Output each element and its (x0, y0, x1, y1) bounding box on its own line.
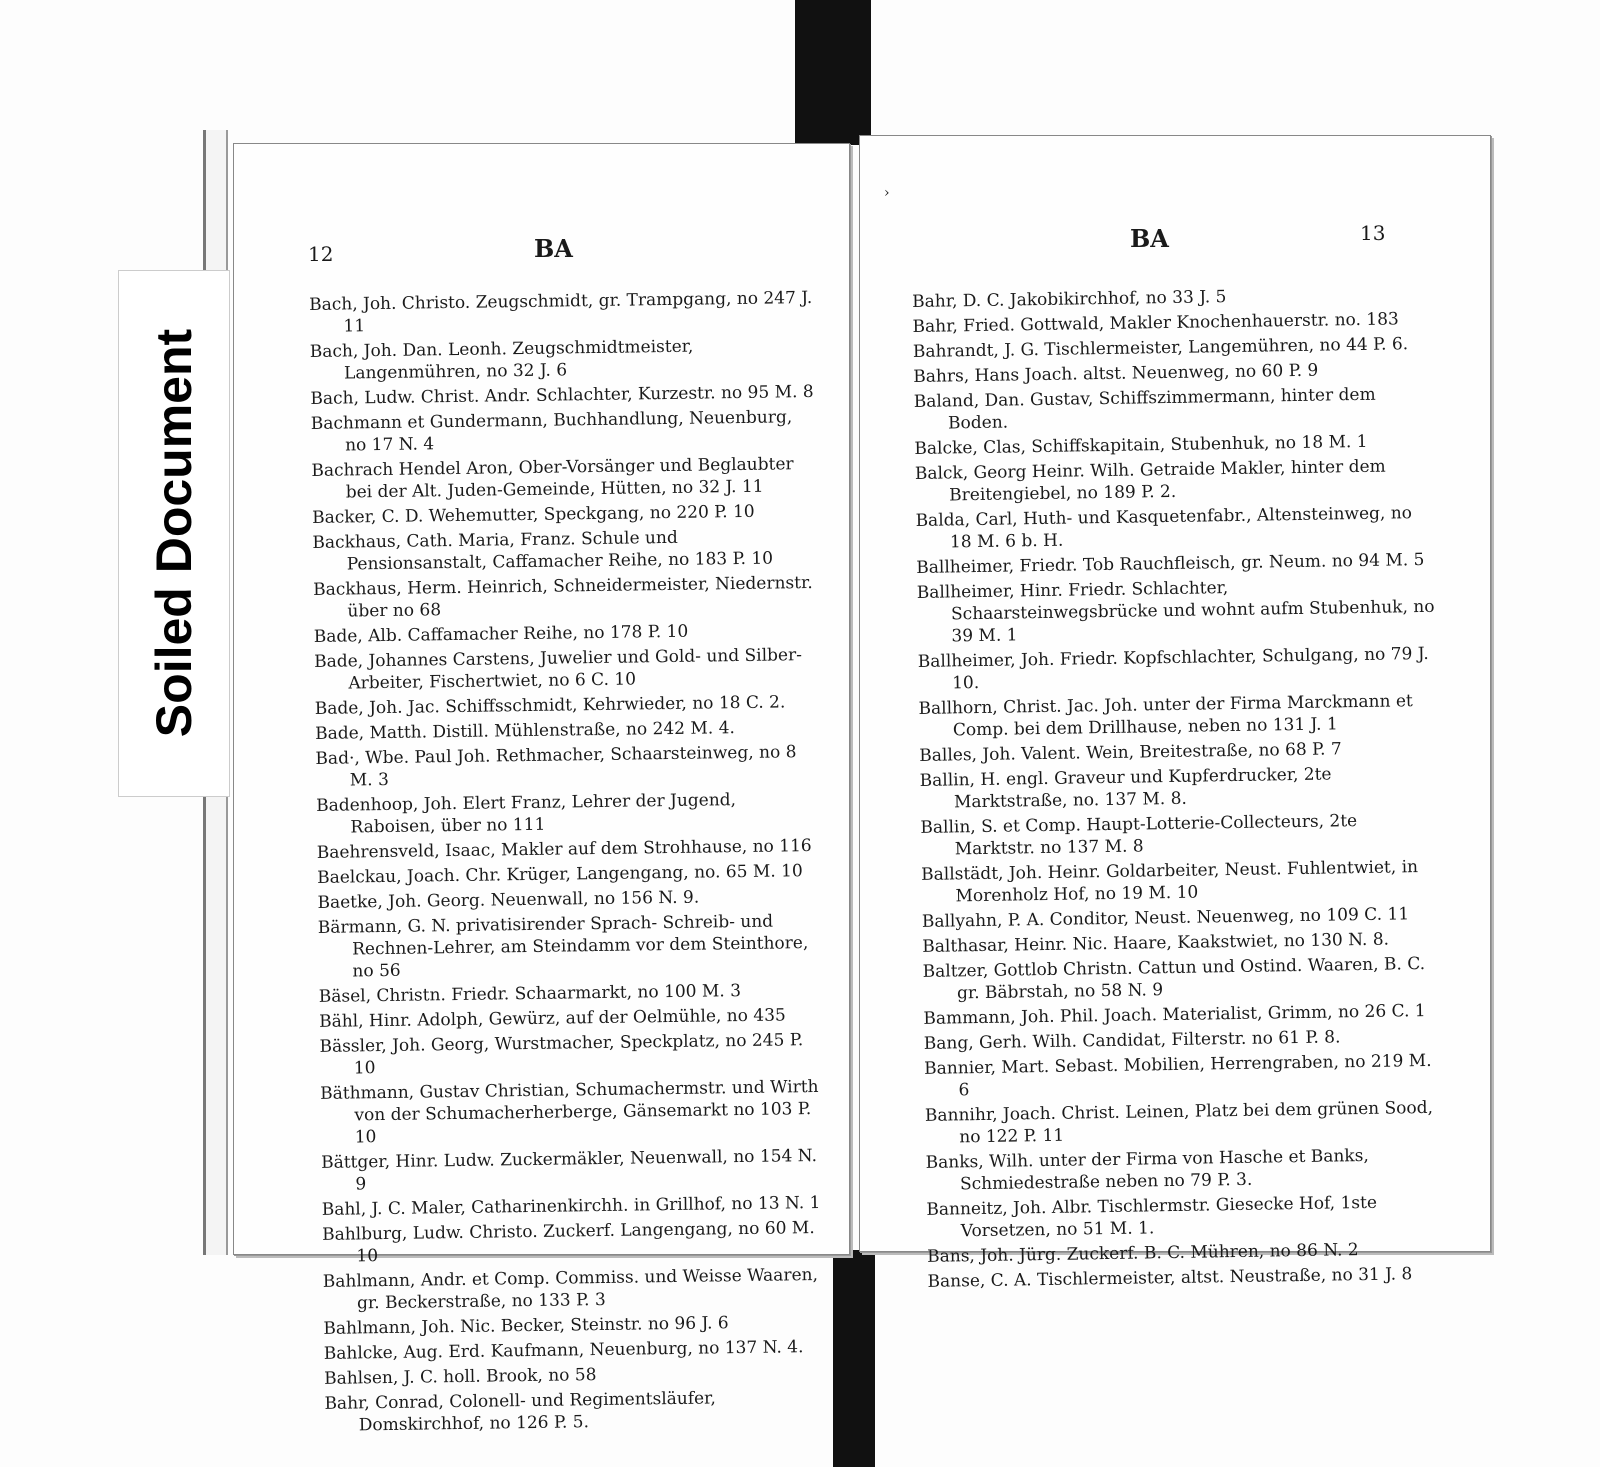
directory-entry: Bahrandt, J. G. Tischlermeister, Langemühren, no 44 P. 6. (912, 334, 1409, 362)
directory-entry: Banneitz, Joh. Albr. Tischlermstr. Giesecke Hof, 1ste Vorsetzen, no 51 M. 1. (926, 1192, 1378, 1242)
right-page (859, 135, 1491, 1292)
directory-entry: Bammann, Joh. Phil. Joach. Materialist, Grimm, no 26 C. 1 (923, 1001, 1426, 1029)
directory-entry: Bahr, D. C. Jakobikirchhof, no 33 J. 5 (912, 287, 1227, 312)
directory-entry: Bade, Alb. Caffamacher Reihe, no 178 P. 10 (313, 621, 689, 647)
directory-entry: Bäsel, Christn. Friedr. Schaarmarkt, no 100 M. 3 (318, 981, 742, 1007)
directory-entry: Bahr, Fried. Gottwald, Makler Knochenhauerstr. no. 183 (912, 309, 1399, 337)
directory-entry: Badenhoop, Joh. Elert Franz, Lehrer der Jugend, Raboisen, über no 111 (316, 790, 737, 838)
directory-entry: Bähl, Hinr. Adolph, Gewürz, auf der Oelmühle, no 435 (319, 1005, 786, 1032)
directory-entry: Bach, Joh. Christo. Zeugschmidt, gr. Trampgang, no 247 J. 11 (309, 287, 813, 337)
directory-entry: Bachrach Hendel Aron, Ober-Vorsänger und Beglaubter bei der Alt. Juden-Gemeinde, Hütten, no 32 J. 11 (311, 454, 794, 503)
directory-entry: Bahr, Conrad, Colonell- und Regimentsläufer, Domskirchhof, no 126 P. 5. (324, 1388, 716, 1436)
directory-entry: Backer, C. D. Wehemutter, Speckgang, no 220 P. 10 (311, 501, 755, 528)
page-number: 12 (308, 242, 334, 266)
directory-entry: Ballyahn, P. A. Conditor, Neust. Neuenweg, no 109 C. 11 (921, 904, 1410, 932)
directory-entry: Baelckau, Joach. Chr. Krüger, Langengang, no. 65 M. 10 (317, 861, 803, 888)
directory-entry: Banks, Wilh. unter der Firma von Hasche et Banks, Schmiedestraße neben no 79 P. 3. (925, 1145, 1369, 1195)
directory-entry: Bärmann, G. N. privatisirender Sprach- Schreib- und Rechnen-Lehrer, am Steindamm vor dem Steinthore, no 56 (317, 911, 809, 982)
directory-entry: Bach, Joh. Dan. Leonh. Zeugschmidtmeister, Langenmühren, no 32 J. 6 (309, 336, 694, 384)
directory-entry: Bahlcke, Aug. Erd. Kaufmann, Neuenburg, no 137 N. 4. (323, 1337, 804, 1364)
directory-entry: Bäthmann, Gustav Christian, Schumachermstr. und Wirth von der Schumacherherberge, Gänsemarkt no 103 P. 10 (320, 1076, 819, 1148)
directory-entry: Baetke, Joh. Georg. Neuenwall, no 156 N. 9. (317, 887, 700, 913)
directory-entry: Bahlmann, Andr. et Comp. Commiss. und Weisse Waaren, gr. Beckerstraße, no 133 P. 3 (322, 1264, 819, 1314)
directory-entry: Bannier, Mart. Sebast. Mobilien, Herrengraben, no 219 M. 6 (924, 1050, 1432, 1101)
directory-entry: Bättger, Hinr. Ludw. Zuckermäkler, Neuenwall, no 154 N. 9 (320, 1145, 818, 1195)
directory-entry: Bässler, Joh. Georg, Wurstmacher, Speckplatz, no 245 P. 10 (319, 1030, 804, 1079)
directory-entry: Balles, Joh. Valent. Wein, Breitestraße, no 68 P. 7 (919, 739, 1342, 766)
directory-entry: Balthasar, Heinr. Nic. Haare, Kaakstwiet, no 130 N. 8. (922, 929, 1390, 957)
directory-entry: Bang, Gerh. Wilh. Candidat, Filterstr. no 61 P. 8. (923, 1027, 1341, 1054)
directory-entry: Bad·, Wbe. Paul Joh. Rethmacher, Schaarsteinweg, no 8 M. 3 (315, 742, 797, 791)
directory-entry: Ballin, S. et Comp. Haupt-Lotterie-Collecteurs, 2te Marktstr. no 137 M. 8 (920, 811, 1358, 860)
directory-entry: Bahrs, Hans Joach. altst. Neuenweg, no 60 P. 9 (913, 360, 1319, 387)
directory-entry: Balck, Georg Heinr. Wilh. Getraide Makler, hinter dem Breitengiebel, no 189 P. 2. (914, 456, 1386, 506)
directory-entry: Banse, C. A. Tischlermeister, altst. Neustraße, no 31 J. 8 (927, 1264, 1413, 1292)
directory-entry: Ballheimer, Joh. Friedr. Kopfschlachter, Schulgang, no 79 J. 10. (917, 643, 1429, 694)
soiled-document-label (118, 270, 230, 797)
directory-entry: Baehrensveld, Isaac, Makler auf dem Strohhause, no 116 (316, 836, 812, 863)
page-header: BA (534, 234, 573, 263)
directory-entries (309, 287, 830, 1437)
binding-strip-top (795, 0, 871, 145)
directory-entry: Bade, Matth. Distill. Mühlenstraße, no 242 M. 4. (315, 718, 735, 744)
directory-entry: Baland, Dan. Gustav, Schiffszimmermann, hinter dem Boden. (913, 384, 1376, 434)
directory-entry: Ballstädt, Joh. Heinr. Goldarbeiter, Neust. Fuhlentwiet, in Morenholz Hof, no 19 M. 10 (921, 857, 1419, 907)
directory-entry: Ballheimer, Hinr. Friedr. Schlachter, Schaarsteinwegsbrücke und wohnt aufm Stubenhuk, no 39 M. 1 (916, 578, 1435, 647)
directory-entry: Bade, Joh. Jac. Schiffsschmidt, Kehrwieder, no 18 C. 2. (314, 692, 786, 719)
directory-entries (912, 283, 1448, 1293)
directory-entry: Bade, Johannes Carstens, Juwelier und Gold- und Silber-Arbeiter, Fischertwiet, no 6 C. 10 (313, 645, 803, 694)
binding-strip-bottom (833, 1250, 875, 1467)
directory-entry: Bachmann et Gundermann, Buchhandlung, Neuenburg, no 17 N. 4 (310, 407, 793, 456)
page-number: 13 (1360, 221, 1386, 245)
directory-entry: Bahlburg, Ludw. Christo. Zuckerf. Langengang, no 60 M. 10 (321, 1218, 815, 1267)
directory-entry: Bans, Joh. Jürg. Zuckerf. B. C. Mühren, no 86 N. 2 (927, 1240, 1359, 1267)
directory-entry: Bahl, J. C. Maler, Catharinenkirchh. in Grillhof, no 13 N. 1 (321, 1192, 821, 1220)
directory-entry: Backhaus, Herm. Heinrich, Schneidermeister, Niedernstr. über no 68 (312, 572, 813, 622)
directory-entry: Bach, Ludw. Christ. Andr. Schlachter, Kurzestr. no 95 M. 8 (310, 381, 814, 409)
directory-entry: Ballin, H. engl. Graveur und Kupferdrucker, 2te Marktstraße, no. 137 M. 8. (919, 764, 1332, 813)
margin-mark: › (884, 185, 890, 201)
directory-entry: Ballhorn, Christ. Jac. Joh. unter der Firma Marckmann et Comp. bei dem Drillhause, neben no 131 J. 1 (918, 691, 1413, 741)
directory-entry: Bahlsen, J. C. holl. Brook, no 58 (324, 1365, 597, 1389)
directory-entry: Backhaus, Cath. Maria, Franz. Schule und Pensionsanstalt, Caffamacher Reihe, no 183 P. 10 (312, 527, 774, 575)
label-text: Soiled Document (146, 328, 202, 738)
directory-entry: Bannihr, Joach. Christ. Leinen, Platz bei dem grünen Sood, no 122 P. 11 (924, 1097, 1434, 1148)
directory-entry: Balcke, Clas, Schiffskapitain, Stubenhuk, no 18 M. 1 (914, 431, 1368, 459)
directory-entry: Ballheimer, Friedr. Tob Rauchfleisch, gr. Neum. no 94 M. 5 (916, 549, 1425, 578)
directory-entry: Bahlmann, Joh. Nic. Becker, Steinstr. no 96 J. 6 (323, 1313, 729, 1339)
page-header: BA (1130, 224, 1169, 253)
directory-entry: Baltzer, Gottlob Christn. Cattun und Ostind. Waaren, B. C. gr. Bäbrstah, no 58 N. 9 (922, 954, 1426, 1004)
left-page (233, 143, 850, 1436)
directory-entry: Balda, Carl, Huth- und Kasquetenfabr., Altensteinweg, no 18 M. 6 b. H. (915, 503, 1413, 553)
